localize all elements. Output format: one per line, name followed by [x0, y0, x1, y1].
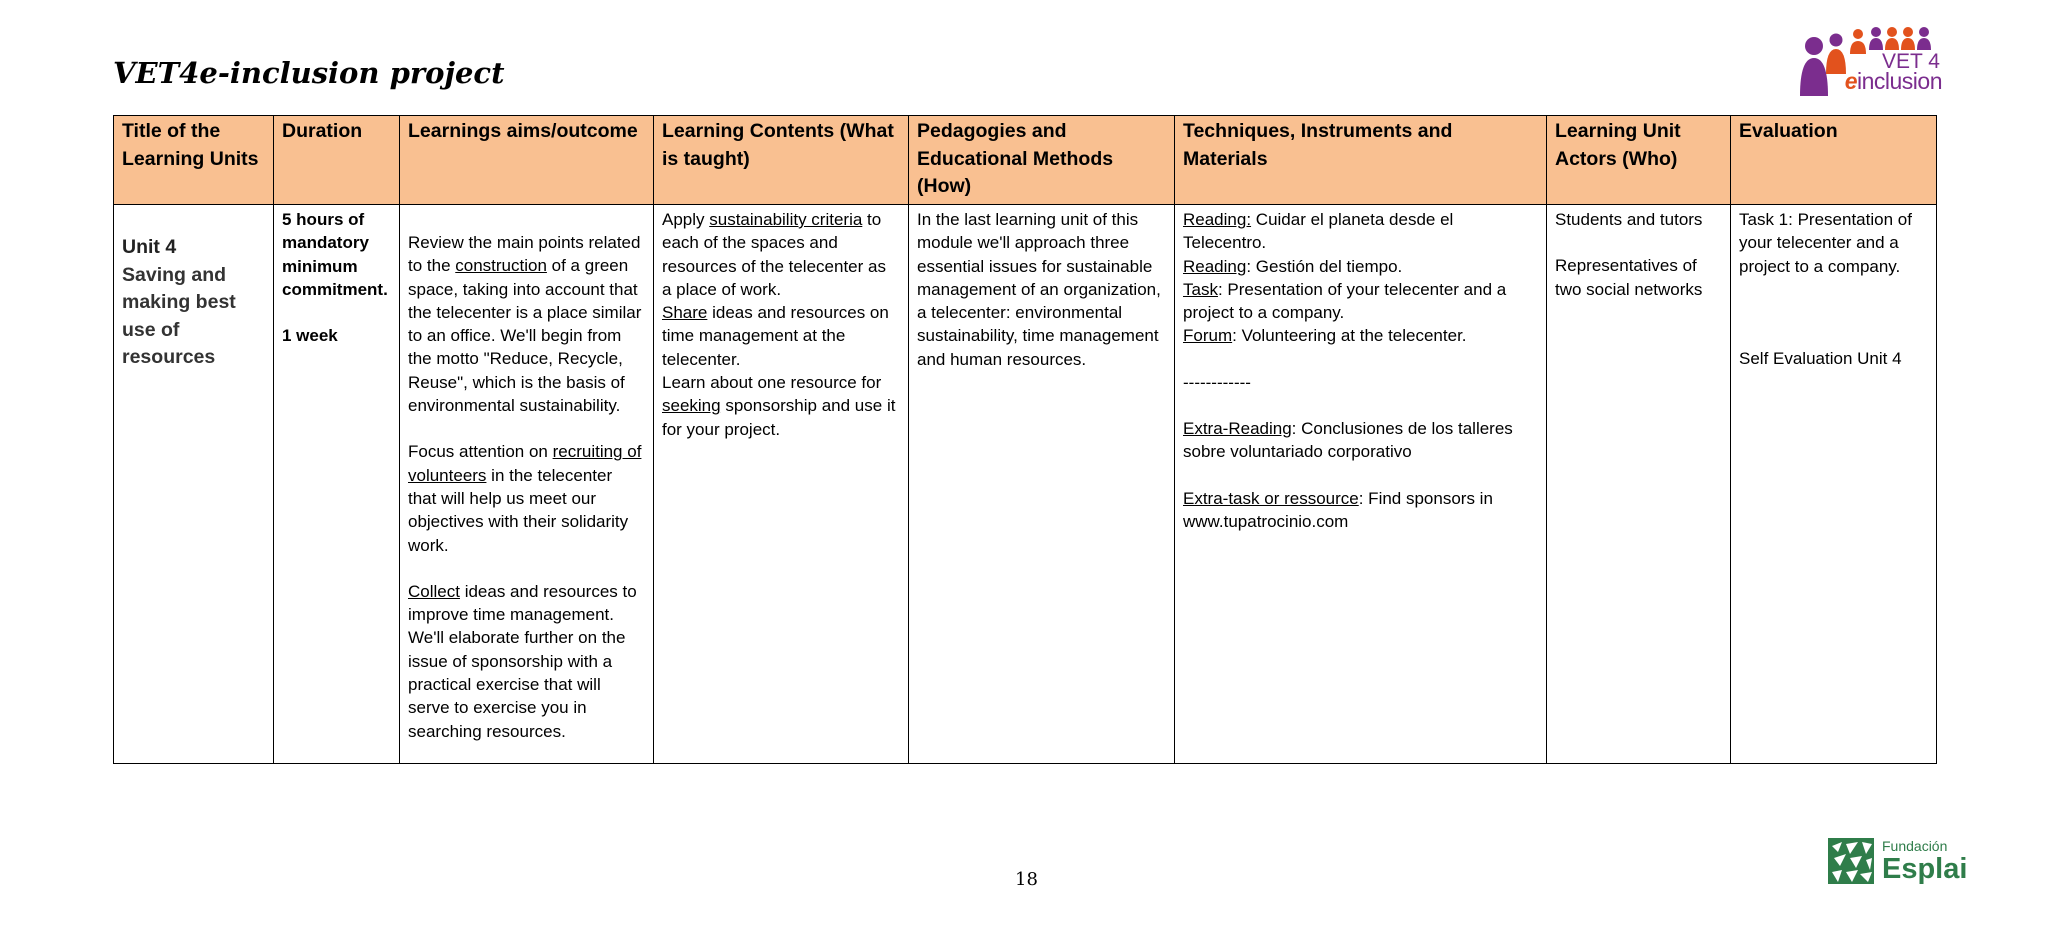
header-learning-contents: Learning Contents (What is taught)	[654, 116, 909, 205]
header-title-of-units: Title of the Learning Units	[114, 116, 274, 205]
cell-actors	[1547, 205, 1731, 764]
technique-task: Task: Presentation of your telecenter and a project to a company.	[1183, 279, 1507, 323]
unit-name: Saving and making best use of resources	[122, 263, 236, 368]
unit-number: Unit 4	[122, 236, 177, 258]
cell-evaluation	[1731, 205, 1937, 764]
vet4-einclusion-logo	[1798, 24, 1942, 96]
header-actors: Learning Unit Actors (Who)	[1547, 116, 1731, 205]
cell-learning-contents	[654, 205, 909, 764]
aims-paragraph-1: Review the main points related to the construction of a green space, taking into account that the telecenter is a place similar to an office. We'll begin from the motto "Reduce, Recycle, Reuse", which is the basis of environmental sustainability.	[408, 233, 642, 416]
cell-unit-title	[114, 205, 274, 764]
technique-forum: Forum: Volunteering at the telecenter.	[1183, 326, 1467, 346]
actor-representatives: Representatives of two social networks	[1555, 256, 1703, 299]
technique-extra-task: Extra-task or ressource: Find sponsors in www.tupatrocinio.com	[1183, 488, 1493, 531]
header-learning-aims: Learnings aims/outcome	[400, 116, 654, 205]
evaluation-task: Task 1: Presentation of your telecenter and a project to a company.	[1739, 210, 1912, 276]
evaluation-self: Self Evaluation Unit 4	[1739, 348, 1902, 368]
duration-weeks: 1 week	[282, 326, 338, 346]
actor-students-tutors: Students and tutors	[1555, 210, 1703, 229]
page-number: 18	[1015, 869, 1038, 890]
technique-reading-1: Reading: Cuidar el planeta desde el Telecentro.	[1183, 210, 1454, 253]
esplai-name-text: Esplai	[1882, 853, 1968, 885]
aims-paragraph-2: Focus attention on recruiting of volunteers in the telecenter that will help us meet our objectives with their solidarity work.	[408, 442, 642, 555]
technique-separator: ------------	[1183, 372, 1251, 392]
contents-learn: Learn about one resource for seeking sponsorship and use it for your project.	[662, 373, 896, 439]
header-techniques: Techniques, Instruments and Materials	[1175, 116, 1547, 205]
logo-text-inclusion: einclusion	[1844, 68, 1942, 94]
duration-hours: 5 hours of mandatory minimum commitment.	[282, 210, 388, 299]
esplai-mark-icon	[1828, 836, 1876, 884]
header-pedagogies: Pedagogies and Educational Methods (How)	[909, 116, 1175, 205]
learning-unit-table	[113, 115, 1937, 764]
esplai-fundacion-text: Fundación	[1882, 838, 1948, 854]
technique-extra-reading: Extra-Reading: Conclusiones de los talleres sobre voluntariado corporativo	[1183, 419, 1513, 462]
pedagogies-text: In the last learning unit of this module we'll approach three essential issues for sustainable management of an organization, a telecenter: environmental sustainability, time management and human resources.	[917, 210, 1161, 369]
table-row	[114, 205, 1937, 764]
cell-learning-aims	[400, 205, 654, 764]
logo-text-vet4: VET 4	[1882, 50, 1940, 73]
cell-techniques	[1175, 205, 1547, 764]
aims-paragraph-3: Collect ideas and resources to improve time management. We'll elaborate further on the issue of sponsorship with a practical exercise that will serve to exercise you in searching resources.	[408, 581, 637, 741]
cell-pedagogies	[909, 205, 1175, 764]
header-evaluation: Evaluation	[1731, 116, 1937, 205]
header-duration: Duration	[274, 116, 400, 205]
contents-share: Share ideas and resources on time management at the telecenter.	[662, 303, 889, 369]
table-header-row	[114, 116, 1937, 205]
technique-reading-2: Reading: Gestión del tiempo.	[1183, 256, 1403, 276]
cell-duration	[274, 205, 400, 764]
contents-apply: Apply sustainability criteria to each of the spaces and resources of the telecenter as a place of work.	[662, 210, 886, 299]
document-title: VET4e-inclusion project	[113, 56, 505, 90]
fundacion-esplai-logo	[1828, 836, 1968, 888]
